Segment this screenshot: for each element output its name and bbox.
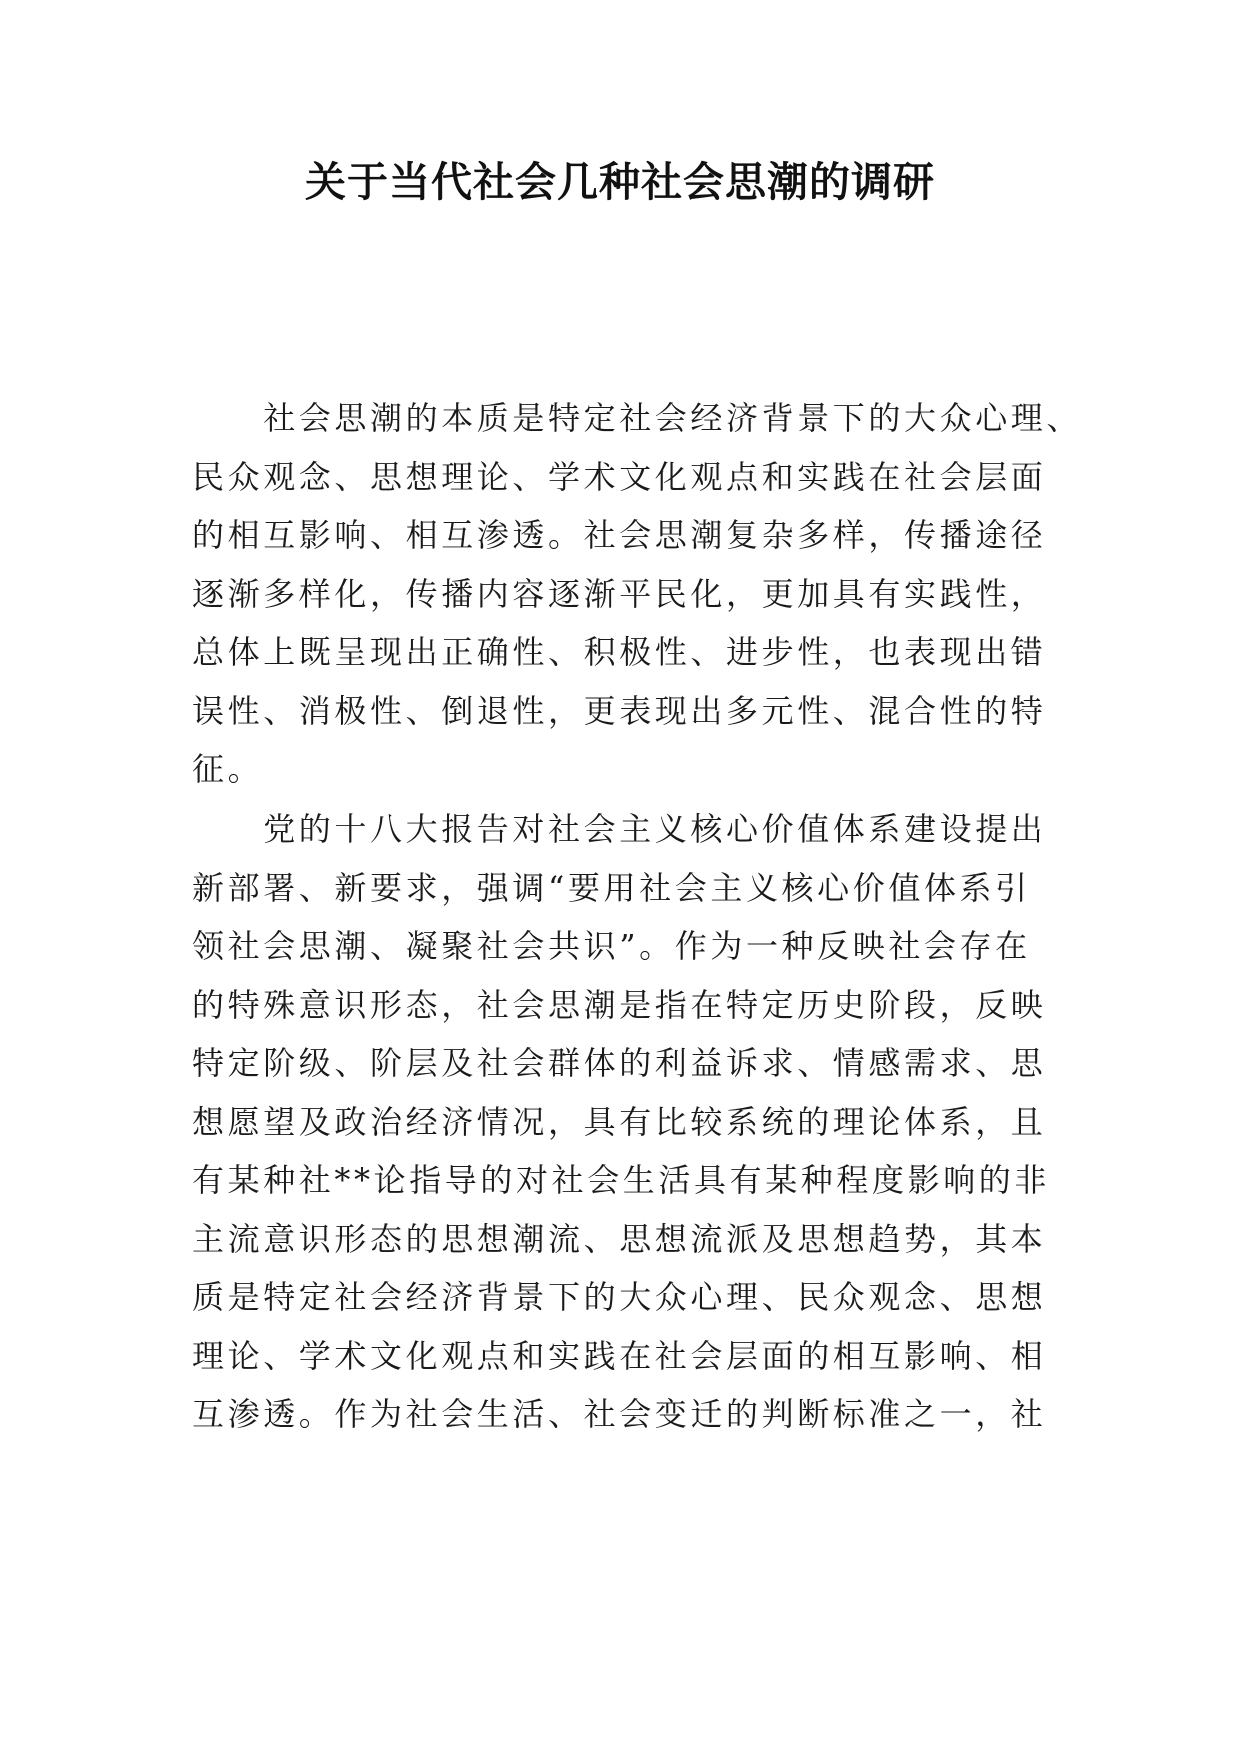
paragraph-line: 的相互影响、相互渗透。社会思潮复杂多样，传播途径: [192, 516, 1047, 554]
paragraph-line: 新部署、新要求，强调“要用社会主义核心价值体系引: [192, 868, 1031, 907]
paragraph-line: 逐渐多样化，传播内容逐渐平民化，更加具有实践性，: [192, 574, 1047, 613]
paragraph-line: 民众观念、思想理论、学术文化观点和实践在社会层面: [192, 457, 1047, 496]
paragraph-line: 理论、学术文化观点和实践在社会层面的相互影响、相: [192, 1336, 1047, 1375]
paragraph-line: 特定阶级、阶层及社会群体的利益诉求、情感需求、思: [192, 1044, 1047, 1082]
paragraph-line: 总体上既呈现出正确性、积极性、进步性，也表现出错: [192, 633, 1047, 671]
paragraph-line: 社会思潮的本质是特定社会经济背景下的大众心理、: [192, 399, 1083, 437]
document-title: 关于当代社会几种社会思潮的调研: [305, 158, 935, 206]
paragraph-line: 主流意识形态的思想潮流、思想流派及思想趋势，其本: [192, 1219, 1047, 1258]
paragraph-line: 党的十八大报告对社会主义核心价值体系建设提出: [192, 810, 1047, 848]
paragraph-line: 的特殊意识形态，社会思潮是指在特定历史阶段，反映: [192, 985, 1047, 1024]
paragraph-line: 误性、消极性、倒退性，更表现出多元性、混合性的特: [192, 691, 1047, 730]
paragraph-line: 有某种社**论指导的对社会生活具有某种程度影响的非: [192, 1161, 1051, 1199]
paragraph-line: 征。: [192, 750, 264, 788]
paragraph-2: [192, 800, 1072, 1444]
paragraph-line: 想愿望及政治经济情况，具有比较系统的理论体系，且: [192, 1102, 1047, 1141]
paragraph-1: [192, 389, 1083, 799]
paragraph-line: 质是特定社会经济背景下的大众心理、民众观念、思想: [192, 1278, 1047, 1316]
paragraph-line: 领社会思潮、凝聚社会共识”。作为一种反映社会存在: [192, 927, 1031, 965]
paragraph-line: 互渗透。作为社会生活、社会变迁的判断标准之一，社: [192, 1395, 1047, 1433]
